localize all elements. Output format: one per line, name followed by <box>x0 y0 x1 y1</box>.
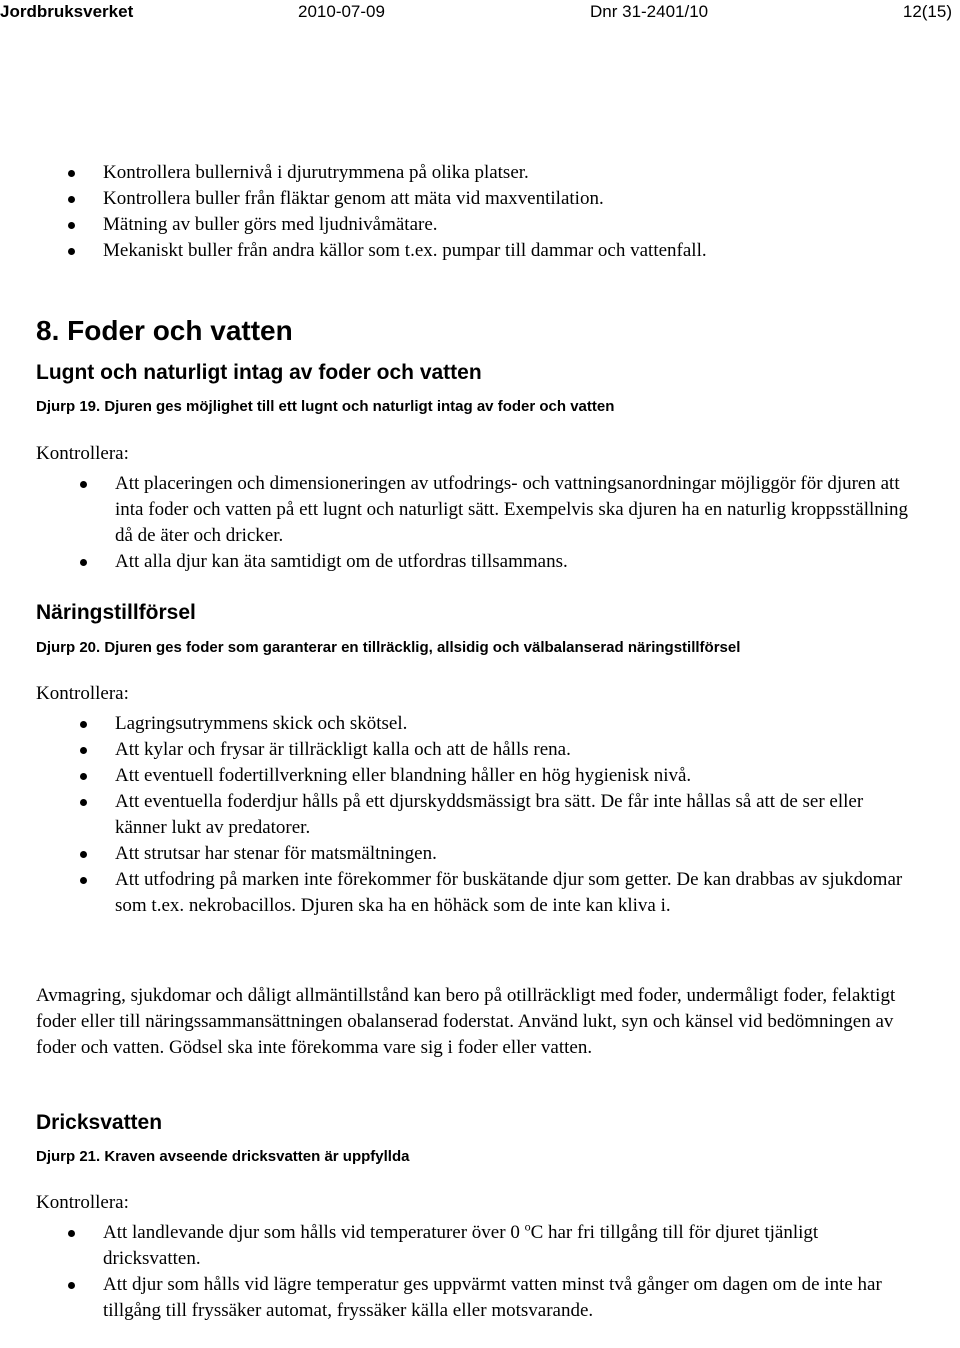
list-item: Att kylar och frysar är tillräckligt kalla och att de hålls rena. <box>115 737 915 763</box>
bullet-icon <box>80 877 87 884</box>
djurp-20-checklist <box>115 711 915 919</box>
intro-bullet-list <box>103 160 923 264</box>
bullet-icon <box>80 721 87 728</box>
header-date: 2010-07-09 <box>298 2 385 21</box>
kontrollera-label: Kontrollera: <box>36 1192 129 1213</box>
kontrollera-label: Kontrollera: <box>36 443 129 464</box>
header-page-number: 12(15) <box>902 2 952 21</box>
bullet-icon <box>68 1282 75 1289</box>
requirement-djurp-19: Djurp 19. Djuren ges möjlighet till ett lugnt och naturligt intag av foder och vatten <box>36 398 615 415</box>
subsection-title-naringstillforsel: Näringstillförsel <box>36 601 196 624</box>
bullet-icon <box>80 747 87 754</box>
bullet-icon <box>68 222 75 229</box>
list-item: Att alla djur kan äta samtidigt om de utfordras tillsammans. <box>115 549 915 575</box>
bullet-icon <box>68 248 75 255</box>
bullet-icon <box>80 559 87 566</box>
subsection-title-lugnt-intag: Lugnt och naturligt intag av foder och vatten <box>36 361 482 384</box>
header-reference-number: Dnr 31-2401/10 <box>590 2 709 21</box>
bullet-icon <box>80 851 87 858</box>
list-item: Kontrollera bullernivå i djurutrymmena på olika platser. <box>103 160 923 186</box>
list-item: Mekaniskt buller från andra källor som t.ex. pumpar till dammar och vattenfall. <box>103 238 923 264</box>
list-item: Mätning av buller görs med ljudnivåmätare. <box>103 212 923 238</box>
list-item: Att strutsar har stenar för matsmältningen. <box>115 841 915 867</box>
section-title-foder-och-vatten: 8. Foder och vatten <box>36 315 293 346</box>
kontrollera-label: Kontrollera: <box>36 683 129 704</box>
requirement-djurp-20: Djurp 20. Djuren ges foder som garanterar en tillräcklig, allsidig och välbalanserad näringstillförsel <box>36 639 741 656</box>
list-item: Att landlevande djur som hålls vid temperaturer över 0 $^o$C har fri tillgång till för djuret tjänligt dricksvatten. <box>103 1220 903 1272</box>
bullet-icon <box>68 196 75 203</box>
bullet-icon <box>80 773 87 780</box>
list-item: Att eventuella foderdjur hålls på ett djurskyddsmässigt bra sätt. De får inte hållas så att de ser eller känner lukt av predatorer. <box>115 789 915 841</box>
list-item: Att eventuell fodertillverkning eller blandning håller en hög hygienisk nivå. <box>115 763 915 789</box>
list-item: Att placeringen och dimensioneringen av utfodrings- och vattningsanordningar möjliggör för djuren att inta foder och vatten på ett lugnt och naturligt sätt. Exempelvis ska djuren ha en naturlig kroppsställning då de äter och dricker. <box>115 471 915 549</box>
page-header <box>0 0 960 26</box>
header-organization: Jordbruksverket <box>0 2 134 21</box>
list-item: Att utfodring på marken inte förekommer för buskätande djur som getter. De kan drabbas av sjukdomar som t.ex. nekrobacillos. Djuren ska ha en höhäck som de inte kan kliva i. <box>115 867 915 919</box>
requirement-djurp-21: Djurp 21. Kraven avseende dricksvatten är uppfyllda <box>36 1148 410 1165</box>
djurp-19-checklist <box>115 471 915 575</box>
list-item: Att djur som hålls vid lägre temperatur ges uppvärmt vatten minst två gånger om dagen om de inte har tillgång till fryssäker automat, fryssäker källa eller motsvarande. <box>103 1272 903 1324</box>
bullet-icon <box>68 170 75 177</box>
bullet-icon <box>68 1230 75 1237</box>
subsection-title-dricksvatten: Dricksvatten <box>36 1111 163 1134</box>
djurp-21-checklist <box>103 1220 903 1324</box>
list-item: Kontrollera buller från fläktar genom att mäta vid maxventilation. <box>103 186 923 212</box>
bullet-icon <box>80 799 87 806</box>
bullet-icon <box>80 481 87 488</box>
list-item: Lagringsutrymmens skick och skötsel. <box>115 711 915 737</box>
body-paragraph-avmagring: Avmagring, sjukdomar och dåligt allmäntillstånd kan bero på otillräckligt med foder, undermåligt foder, felaktigt foder eller till näringssammansättningen obalanserad foderstat. Använd lukt, syn och känsel vid bedömningen av foder och vatten. Gödsel ska inte förekomma vare sig i foder eller vatten. <box>36 985 896 1058</box>
